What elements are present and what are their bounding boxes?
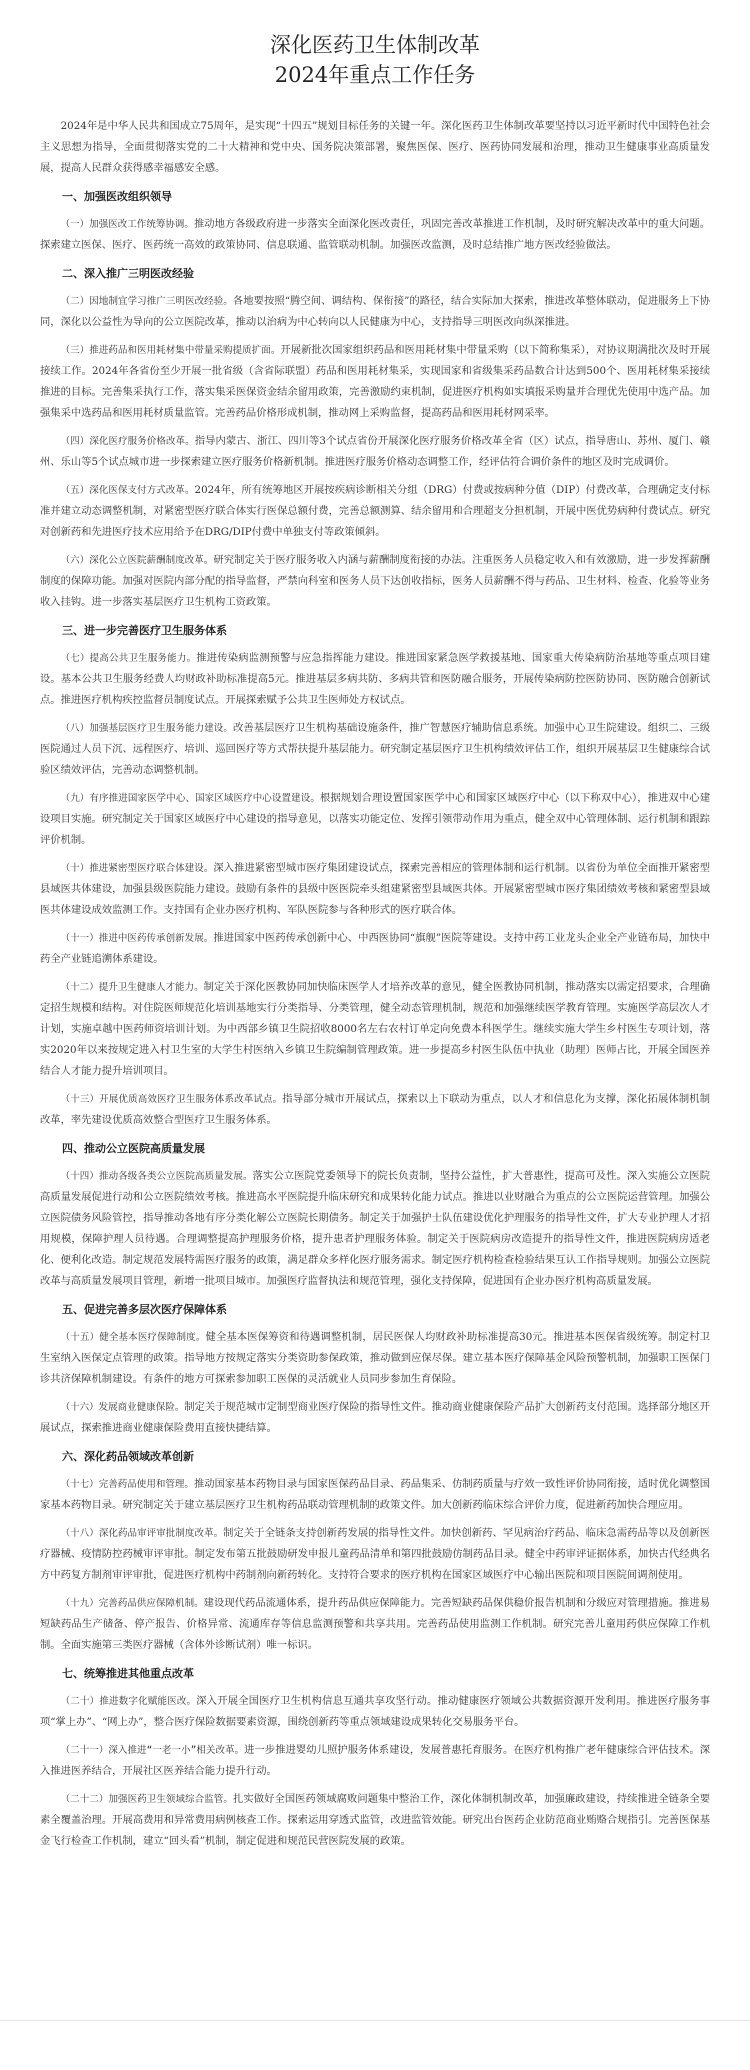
task-lead: （十七）完善药品使用和管理。	[60, 1479, 194, 1490]
task-lead: （十五）健全基本医疗保障制度。	[60, 1332, 206, 1343]
task-lead: （七）提高公共卫生服务能力。	[60, 653, 197, 664]
task-text: 健全基本医保筹资和待遇调整机制，居民医保人均财政补助标准提高30元。推进基本医保省级统筹。制定村卫生室纳入医保定点管理的政策。指导地方按规定落实分类资助参保政策，推动做到应保尽保。建立基本医疗保障基金风险预警机制，加强职工医保门诊共济保障机制建设。有条件的地方可探索参加职工医保的灵活就业人员同步参加生育保险。	[40, 1331, 710, 1385]
task-paragraph	[40, 648, 710, 711]
section-heading: 四、推动公立医院高质量发展	[62, 1142, 205, 1155]
task-paragraph	[40, 214, 710, 256]
task-text: 2024年，所有统筹地区开展按疾病诊断相关分组（DRG）付费或按病种分值（DIP）付费改革，合理确定支付标准并建立动态调整机制，对紧密型医疗联合体实行医保总额付费，完善总额测算、结余留用和合理超支分担机制，开展中医优势病种付费试点。研究对创新药和先进医疗技术应用给予在DRG/DIP付费中单独支付等政策倾斜。	[40, 484, 710, 538]
task-text: 推进国家中医药传承创新中心、中西医协同“旗舰”医院等建设。支持中药工业龙头企业全产业链布局，加快中药全产业链追溯体系建设。	[40, 932, 710, 965]
task-paragraph	[40, 788, 710, 851]
task-paragraph	[40, 977, 710, 1082]
task-paragraph	[40, 550, 710, 613]
task-paragraph	[40, 1327, 710, 1390]
task-paragraph	[40, 1691, 710, 1733]
document-body	[40, 116, 710, 1852]
task-lead: （十三）开展优质高效医疗卫生服务体系改革试点。	[60, 1094, 283, 1105]
document-title-line1: 深化医药卫生体制改革	[270, 33, 480, 57]
task-lead: （十九）完善药品供应保障机制。	[60, 1598, 204, 1609]
task-paragraph	[40, 1474, 710, 1516]
task-lead: （十六）发展商业健康保险。	[60, 1402, 185, 1413]
document-title-line2: 2024年重点工作任务	[274, 63, 476, 87]
task-text: 落实公立医院党委领导下的院长负责制，坚持公益性，扩大普惠性，提高可及性。深入实施公立医院高质量发展促进行动和公立医院绩效考核。推进高水平医院提升临床研究和成果转化能力试点。推进以业财融合为重点的公立医院运营管理。加强公立医院债务风险管控，指导推动各地有序分类化解公立医院长期债务。制定关于加强护士队伍建设优化护理服务的指导性文件，扩大专业护理人才招用规模，保障护理人员待遇。合理调整提高护理服务价格，提升患者护理服务体验。制定关于医院病房改造提升的指导性文件，推进医院病房适老化、便利化改造。制定规范发展特需医疗服务的政策，满足群众多样化医疗服务需求。制定医疗机构检查检验结果互认工作指导规则。加强公立医院改革与高质量发展项目管理，新增一批项目城市。加强医疗监督执法和规范管理，强化支持保障，促进国有企业办医疗机构高质量发展。	[40, 1170, 710, 1287]
task-text: 推动地方各级政府进一步落实全面深化医改责任，巩固完善改革推进工作机制，及时研究解决改革中的重大问题。探索建立医保、医疗、医药统一高效的政策协同、信息联通、监管联动机制。加强医改监测，及时总结推广地方医改经验做法。	[40, 218, 710, 251]
task-paragraph	[40, 1789, 710, 1852]
task-lead: （五）深化医保支付方式改革。	[60, 485, 195, 496]
task-paragraph	[40, 340, 710, 424]
task-text: 开展新批次国家组织药品和医用耗材集中带量采购（以下简称集采），对协议期满批次及时开展接续工作。2024年各省份至少开展一批省级（含省际联盟）药品和医用耗材集采，实现国家和省级集采药品数合计达到500个、医用耗材集采接续推进的目标。完善集采执行工作，落实集采医保资金结余留用政策，完善激励约束机制，促进医疗机构如实填报采购量并合理优先使用中选产品。加强集采中选药品和医用耗材质量监管。完善药品价格形成机制，推动网上采购监督，提高药品和医用耗材网采率。	[40, 344, 710, 419]
task-lead: （九）有序推进国家医学中心、国家区域医疗中心设置建设。	[60, 793, 320, 804]
task-text: 推动国家基本药物目录与国家医保药品目录、药品集采、仿制药质量与疗效一致性评价协同衔接，适时优化调整国家基本药物目录。研究制定关于建立基层医疗卫生机构药品联动管理机制的政策文件。加大创新药临床综合评价力度，促进新药加快合理应用。	[40, 1478, 710, 1511]
task-text: 研究制定关于医疗服务收入内涵与薪酬制度衔接的办法。注重医务人员稳定收入和有效激励，进一步发挥薪酬制度的保障功能。加强对医院内部分配的指导监督，严禁向科室和医务人员下达创收指标，医务人员薪酬不得与药品、卫生材料、检查、化验等业务收入挂钩。进一步落实基层医疗卫生机构工资政策。	[40, 554, 710, 608]
section-heading: 五、促进完善多层次医疗保障体系	[62, 1303, 227, 1316]
task-paragraph	[40, 431, 710, 473]
task-text: 指导内蒙古、浙江、四川等3个试点省份开展深化医疗服务价格改革全省（区）试点，指导唐山、苏州、厦门、赣州、乐山等5个试点城市进一步探索建立医疗服务价格新机制。推进医疗服务价格动态调整工作，经评估符合调价条件的地区及时完成调价。	[40, 435, 710, 468]
task-paragraph	[40, 928, 710, 970]
task-lead: （十八）深化药品审评审批制度改革。	[60, 1528, 224, 1539]
task-text: 推进传染病监测预警与应急指挥能力建设。推进国家紧急医学救援基地、国家重大传染病防治基地等重点项目建设。基本公共卫生服务经费人均财政补助标准提高5元。推进基层多病共防、多病共管和医防融合服务，开展传染病防控医防协同、医防融合创新试点。推进医疗机构疾控监督员制度试点。开展探索赋予公共卫生医师处方权试点。	[40, 652, 710, 706]
task-text: 制定关于深化医教协同加快临床医学人才培养改革的意见，健全医教协同机制，推动落实以需定招要求，合理确定招生规模和结构。对住院医师规范化培训基地实行分类指导、分类管理，健全动态管理机制，规范和加强继续医学教育管理。实施医学高层次人才计划，实施卓越中医药师资培训计划。为中西部乡镇卫生院招收8000名左右农村订单定向免费本科医学生。继续实施大学生乡村医生专项计划，落实2020年以来按规定进入村卫生室的大学生村医纳入乡镇卫生院编制管理政策。进一步提高乡村医生队伍中执业（助理）医师占比，开展全国医养结合人才能力提升培训项目。	[40, 981, 710, 1077]
task-text: 深入推进紧密型城市医疗集团建设试点，探索完善相应的管理体制和运行机制。以省份为单位全面推开紧密型县域医共体建设，加强县级医院能力建设。鼓励有条件的县级中医医院牵头组建紧密型县域医共体。开展紧密型城市医疗集团绩效考核和紧密型县域医共体建设成效监测工作。支持国有企业办医疗机构、军队医院参与各种形式的医疗联合体。	[40, 862, 710, 916]
task-text: 进一步推进婴幼儿照护服务体系建设，发展普惠托育服务。在医疗机构推广老年健康综合评估技术。深入推进医养结合，开展社区医养结合能力提升行动。	[40, 1744, 710, 1777]
task-text: 根据规划合理设置国家医学中心和国家区域医疗中心（以下称双中心），推进双中心建设项目实施。研究制定关于国家区域医疗中心建设的指导意见，以落实功能定位、发挥引领带动作用为重点，健全双中心管理体制、运行机制和跟踪评价机制。	[40, 792, 710, 846]
task-lead: （十一）推进中医药传承创新发展。	[60, 933, 214, 944]
task-lead: （二十二）加强医药卫生领域综合监管。	[60, 1794, 233, 1805]
intro-paragraph: 2024年是中华人民共和国成立75周年，是实现“十四五”规划目标任务的关键一年。深化医药卫生体制改革要坚持以习近平新时代中国特色社会主义思想为指导，全面贯彻落实党的二十大精神和党中央、国务院决策部署，聚焦医保、医疗、医药协同发展和治理，推动卫生健康事业高质量发展，提高人民群众获得感幸福感安全感。	[40, 120, 710, 174]
task-lead: （六）深化公立医院薪酬制度改革。	[60, 555, 214, 566]
task-paragraph	[40, 291, 710, 333]
task-paragraph	[40, 1397, 710, 1439]
task-lead: （四）深化医疗服务价格改革。	[60, 436, 195, 447]
section-heading: 一、加强医改组织领导	[62, 190, 172, 203]
task-text: 改善基层医疗卫生机构基础设施条件，推广智慧医疗辅助信息系统。加强中心卫生院建设。组织二、三级医院通过人员下沉、远程医疗、培训、巡回医疗等方式帮扶提升基层能力。研究制定基层医疗卫生机构绩效评估工作，组织开展基层卫生健康综合试验区绩效评估，完善动态调整机制。	[40, 722, 710, 776]
task-lead: （十四）推动各级各类公立医院高质量发展。	[60, 1171, 253, 1182]
task-text: 制定关于规范城市定制型商业医疗保险的指导性文件。推动商业健康保险产品扩大创新药支付范围。选择部分地区开展试点，探索推进商业健康保险费用直接快捷结算。	[40, 1401, 710, 1434]
task-paragraph	[40, 1089, 710, 1131]
task-text: 指导部分城市开展试点，探索以上下联动为重点，以人才和信息化为支撑，深化拓展体制机制改革，率先建设优质高效整合型医疗卫生服务体系。	[40, 1093, 710, 1126]
task-lead: （十）推进紧密型医疗联合体建设。	[60, 863, 214, 874]
section-heading: 六、深化药品领域改革创新	[62, 1450, 194, 1463]
task-lead: （二）因地制宜学习推广三明医改经验。	[60, 296, 233, 307]
task-paragraph	[40, 480, 710, 543]
task-text: 深入开展全国医疗卫生机构信息互通共享攻坚行动。推动健康医疗领域公共数据资源开发利用。推进医疗服务事项“掌上办”、“网上办”，整合医疗保险数据要素资源，围绕创新药等重点领域建设成果转化交易服务平台。	[40, 1695, 710, 1728]
footer-divider	[0, 2020, 750, 2021]
section-heading: 三、进一步完善医疗卫生服务体系	[62, 624, 227, 637]
task-text: 各地要按照“腾空间、调结构、保衔接”的路径，结合实际加大探索，推进改革整体联动，促进服务上下协同，深化以公益性为导向的公立医院改革，推动以治病为中心转向以人民健康为中心，支持指导三明医改向纵深推进。	[40, 295, 710, 328]
task-paragraph	[40, 1523, 710, 1586]
task-paragraph	[40, 1740, 710, 1782]
section-heading: 七、统筹推进其他重点改革	[62, 1667, 194, 1680]
task-text: 扎实做好全国医药领域腐败问题集中整治工作，深化体制机制改革，加强廉政建设，持续推进全链条全要素全覆盖治理。开展高费用和异常费用病例核查工作。探索运用穿透式监管，改进监管效能。研究出台医药企业防范商业贿赂合规指引。完善医保基金飞行检查工作机制，建立“回头看”机制，制定促进和规范民营医院发展的政策。	[40, 1793, 710, 1847]
task-lead: （二十一）深入推进“一老一小”相关改革。	[60, 1745, 245, 1756]
task-lead: （三）推进药品和医用耗材集中带量采购提质扩面。	[60, 345, 281, 356]
task-paragraph	[40, 718, 710, 781]
task-paragraph	[40, 1593, 710, 1656]
task-lead: （二十）推进数字化赋能医改。	[60, 1696, 197, 1707]
task-paragraph	[40, 858, 710, 921]
task-paragraph	[40, 1166, 710, 1292]
section-heading: 二、深入推广三明医改经验	[62, 267, 194, 280]
task-text: 建设现代药品流通体系，提升药品供应保障能力。完善短缺药品保供稳价报告机制和分级应对管理措施。推进易短缺药品生产储备、停产报告、价格异常、流通库存等信息监测预警和共享共用。完善药品使用监测工作机制。研究完善儿童用药供应保障工作机制。全面实施第三类医疗器械（含体外诊断试剂）唯一标识。	[40, 1597, 710, 1651]
task-lead: （八）加强基层医疗卫生服务能力建设。	[60, 723, 233, 734]
task-text: 制定关于全链条支持创新药发展的指导性文件。加快创新药、罕见病治疗药品、临床急需药品等以及创新医疗器械、疫情防控药械审评审批。制定发布第五批鼓励研发申报儿童药品清单和第四批鼓励仿制药品目录。健全中药审评证据体系，加快古代经典名方中药复方制剂审评审批，促进医疗机构中药制剂向新药转化。支持符合要求的医疗机构在国家区域医疗中心输出医院和项目医院间调剂使用。	[40, 1527, 710, 1581]
task-lead: （一）加强医改工作统筹协调。	[60, 219, 194, 230]
task-lead: （十二）提升卫生健康人才能力。	[60, 982, 204, 993]
